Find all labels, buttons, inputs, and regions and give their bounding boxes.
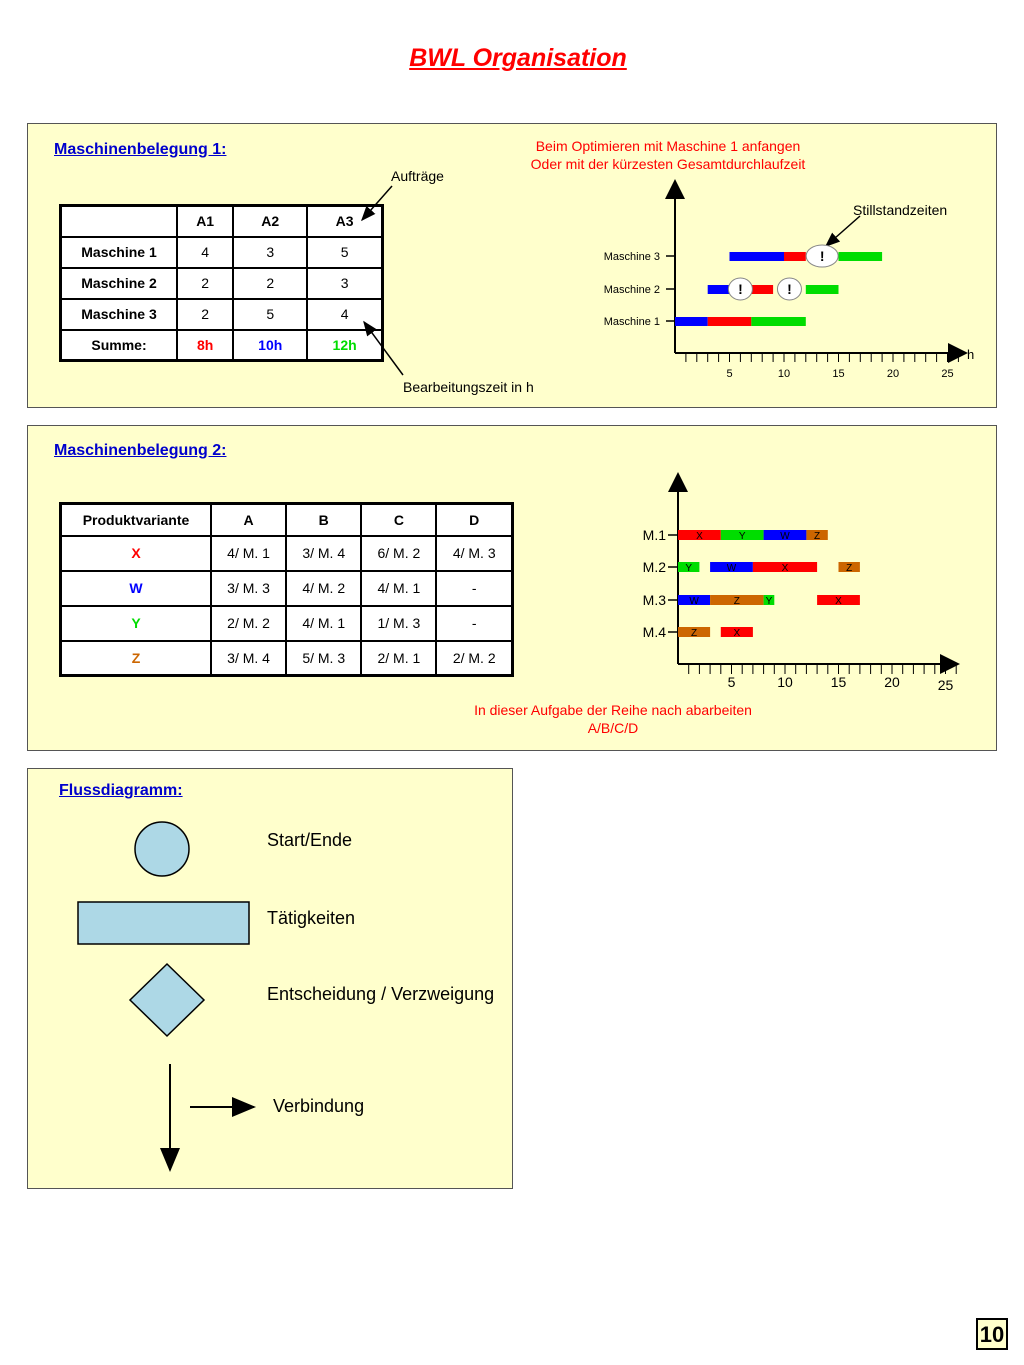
legend-label-verbindung: Verbindung bbox=[273, 1096, 365, 1116]
y-category-label: Maschine 1 bbox=[603, 316, 660, 328]
table-cell: 2/ M. 2 bbox=[436, 641, 512, 676]
table-cell: - bbox=[436, 571, 512, 606]
gantt-bar-label: Z bbox=[846, 563, 853, 574]
gantt-bar-label: Z bbox=[814, 531, 821, 542]
gantt-bar-label: X bbox=[733, 628, 741, 639]
x-tick-label: 25 bbox=[937, 677, 954, 693]
table-cell: 5/ M. 3 bbox=[286, 641, 361, 676]
table-header-cell: Produktvariante bbox=[61, 504, 212, 536]
label-auftraege: Aufträge bbox=[391, 168, 444, 184]
table-cell: 2 bbox=[177, 299, 233, 330]
gantt-bar-label: Y bbox=[685, 563, 693, 574]
table-cell: 3/ M. 4 bbox=[286, 536, 361, 571]
table-cell: 4/ M. 1 bbox=[286, 606, 361, 641]
variant-label: W bbox=[61, 571, 212, 606]
page-number: 10 bbox=[976, 1318, 1008, 1350]
page-title: BWL Organisation bbox=[409, 44, 627, 72]
x-tick-label: 10 bbox=[777, 674, 793, 690]
table-cell: 4/ M. 1 bbox=[211, 536, 286, 571]
x-tick-label: 5 bbox=[726, 368, 733, 380]
sum-label: Summe: bbox=[61, 330, 178, 361]
x-axis-unit: h bbox=[967, 347, 975, 362]
table-header-cell: A bbox=[211, 504, 286, 536]
variant-label: X bbox=[61, 536, 212, 571]
start-end-circle-icon bbox=[135, 822, 189, 876]
gantt-bar-label: W bbox=[780, 531, 790, 542]
y-category-label: M.2 bbox=[642, 559, 666, 575]
x-tick-label: 15 bbox=[832, 368, 845, 380]
gantt-bar-label: X bbox=[696, 531, 703, 542]
table-cell: 2/ M. 1 bbox=[361, 641, 436, 676]
legend-label-taetigkeiten: Tätigkeiten bbox=[267, 908, 356, 928]
activity-rectangle-icon bbox=[78, 902, 249, 944]
table-header-cell: A2 bbox=[233, 206, 307, 237]
label-stillstandzeiten: Stillstandzeiten bbox=[853, 202, 948, 218]
table-cell: 1/ M. 3 bbox=[361, 606, 436, 641]
table-cell: 6/ M. 2 bbox=[361, 536, 436, 571]
x-tick-label: 20 bbox=[886, 368, 900, 380]
legend-label-entscheidung: Entscheidung / Verzweigung bbox=[267, 984, 495, 1004]
table-cell: 4/ M. 1 bbox=[361, 571, 436, 606]
section2-heading: Maschinenbelegung 2: bbox=[54, 442, 227, 459]
gantt-bar-label: Z bbox=[733, 596, 740, 607]
gantt-bar-label: X bbox=[835, 596, 842, 607]
table-cell: 4 bbox=[177, 237, 233, 268]
gantt-bar-label: Y bbox=[765, 596, 773, 607]
section1-note-line1: Beim Optimieren mit Maschine 1 anfangen bbox=[535, 138, 801, 154]
variant-label: Z bbox=[61, 641, 212, 676]
table-cell: 2 bbox=[233, 268, 307, 299]
section1-note-line2: Oder mit der kürzesten Gesamtdurchlaufzeit bbox=[530, 156, 806, 172]
idle-marker-label: ! bbox=[819, 248, 825, 264]
sum-cell: 10h bbox=[233, 330, 307, 361]
table-row-label: Maschine 2 bbox=[61, 268, 178, 299]
idle-marker-label: ! bbox=[787, 281, 792, 297]
section3-heading: Flussdiagramm: bbox=[59, 782, 183, 799]
table-row-label: Maschine 1 bbox=[61, 237, 178, 268]
table-header-cell: A1 bbox=[177, 206, 233, 237]
table-cell: 3/ M. 4 bbox=[211, 641, 286, 676]
table-header-cell: B bbox=[286, 504, 361, 536]
y-category-label: Maschine 3 bbox=[603, 251, 660, 263]
table-cell: 3 bbox=[307, 268, 382, 299]
decision-diamond-icon bbox=[130, 964, 204, 1036]
y-category-label: M.4 bbox=[642, 624, 666, 640]
sum-cell: 8h bbox=[177, 330, 233, 361]
table-cell: - bbox=[436, 606, 512, 641]
gantt-bar-label: W bbox=[726, 563, 737, 574]
table-cell: 4/ M. 3 bbox=[436, 536, 512, 571]
table-cell: 2/ M. 2 bbox=[211, 606, 286, 641]
table-cell: 3/ M. 3 bbox=[211, 571, 286, 606]
idle-marker-label: ! bbox=[738, 281, 743, 297]
x-tick-label: 5 bbox=[727, 674, 736, 690]
gantt-bar-label: X bbox=[781, 563, 789, 574]
y-category-label: M.1 bbox=[642, 527, 666, 543]
table-cell: 3 bbox=[233, 237, 307, 268]
x-tick-label: 15 bbox=[830, 674, 847, 690]
table-cell: 5 bbox=[233, 299, 307, 330]
legend-label-start-ende: Start/Ende bbox=[267, 830, 353, 850]
y-category-label: M.3 bbox=[642, 592, 666, 608]
section2-note-line1: In dieser Aufgabe der Reihe nach abarbeiten bbox=[474, 702, 752, 718]
sum-cell: 12h bbox=[307, 330, 382, 361]
table-cell: 2 bbox=[177, 268, 233, 299]
table-cell: 4 bbox=[307, 299, 382, 330]
gantt-bar-label: Z bbox=[690, 628, 698, 639]
table-header-cell: D bbox=[436, 504, 512, 536]
table-header-cell: C bbox=[361, 504, 436, 536]
x-tick-label: 10 bbox=[777, 368, 791, 380]
y-category-label: Maschine 2 bbox=[603, 284, 660, 296]
table-cell: 4/ M. 2 bbox=[286, 571, 361, 606]
table-cell: 5 bbox=[307, 237, 382, 268]
section2-note-line2: A/B/C/D bbox=[587, 720, 639, 736]
gantt-bar-label: Y bbox=[738, 531, 746, 542]
table-header-cell: A3 bbox=[307, 206, 382, 237]
label-bearbeitungszeit: Bearbeitungszeit in h bbox=[403, 379, 534, 395]
table-row-label: Maschine 3 bbox=[61, 299, 178, 330]
x-tick-label: 25 bbox=[941, 368, 954, 380]
gantt-bar-label: W bbox=[689, 596, 699, 607]
x-tick-label: 20 bbox=[884, 674, 900, 690]
section1-heading: Maschinenbelegung 1: bbox=[54, 141, 227, 158]
variant-label: Y bbox=[61, 606, 212, 641]
